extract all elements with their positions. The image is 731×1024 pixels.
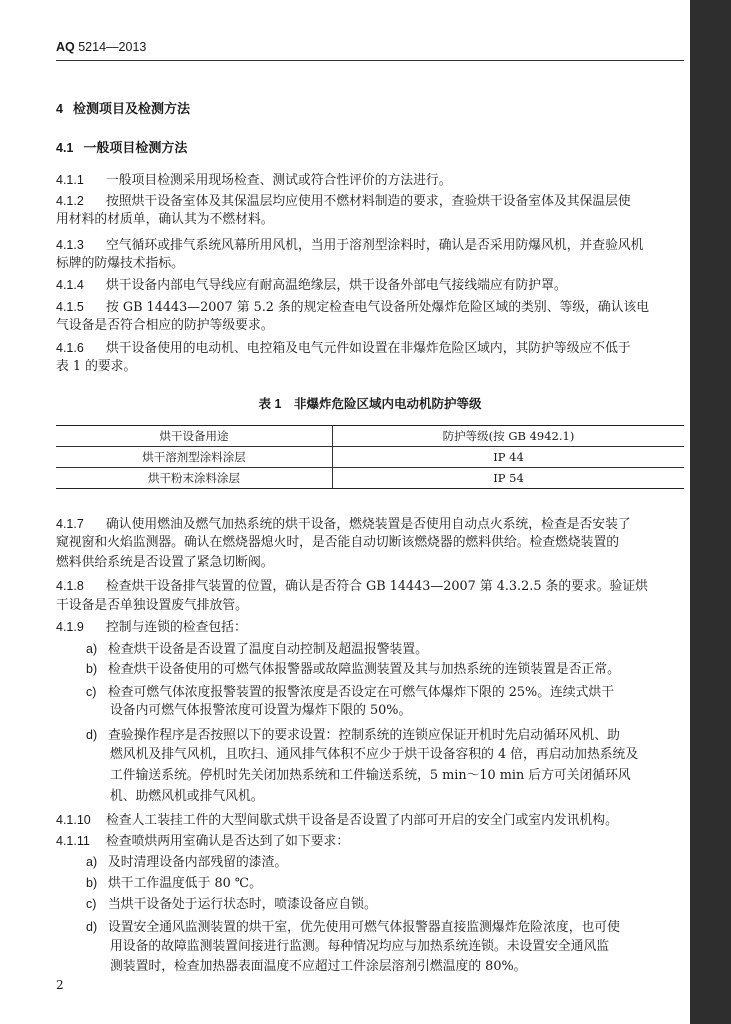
table-header-cell: 防护等级(按 GB 4942.1) [333, 426, 684, 447]
clause-4-1-11-d-cont: 测装置时，检查加热器表面温度不应超过工件涂层溶剂引燃温度的 80%。 [110, 959, 527, 974]
clause-4-1-11-c: c) 当烘干设备处于运行状态时，喷漆设备应自锁。 [86, 897, 377, 912]
clause-4-1-5: 4.1.5 按 GB 14443—2007 第 5.2 条的规定检查电气设备所处爆炸危险区域的类别、等级，确认该电 [56, 300, 650, 315]
clause-4-1-9-d-cont: 机、助燃风机或排气风机。 [110, 789, 264, 804]
table-cell: IP 54 [333, 468, 684, 489]
clause-4-1-8-cont: 干设备是否单独设置废气排放管。 [56, 598, 248, 613]
standard-prefix: AQ [56, 40, 75, 54]
table-row [56, 468, 684, 489]
table-1 [56, 425, 684, 489]
clause-4-1-8: 4.1.8 检查烘干设备排气装置的位置，确认是否符合 GB 14443—2007 第 4.3.2.5 条的要求。验证烘 [56, 579, 648, 594]
clause-4-1-9-a: a) 检查烘干设备是否设置了温度自动控制及超温报警装置。 [86, 642, 428, 657]
clause-4-1-2-cont: 用材料的材质单，确认其为不燃材料。 [56, 212, 274, 227]
clause-4-1-11-d-cont: 用设备的故障监测装置间接进行监测。每种情况均应与加热系统连锁。未设置安全通风监 [110, 939, 610, 954]
clause-4-1-11: 4.1.11 检查喷烘两用室确认是否达到了如下要求： [56, 834, 350, 849]
table-cell: 烘干粉末涂料涂层 [56, 468, 333, 489]
page-number: 2 [56, 978, 64, 992]
clause-4-1-9-c-cont: 设备内可燃气体报警浓度可设置为爆炸下限的 50%。 [110, 703, 412, 718]
clause-4-1-9-c: c) 检查可燃气体浓度报警装置的报警浓度是否设定在可燃气体爆炸下限的 25%。连续式烘干 [86, 685, 614, 700]
clause-4-1-11-d: d) 设置安全通风监测装置的烘干室，优先使用可燃气体报警器直接监测爆炸危险浓度，也可使 [86, 920, 620, 935]
table-cell: 烘干溶剂型涂料涂层 [56, 447, 333, 468]
clause-4-1-3-cont: 标牌的防爆技术指标。 [56, 256, 184, 271]
clause-4-1-4: 4.1.4 烘干设备内部电气导线应有耐高温绝缘层，烘干设备外部电气接线端应有防护罩。 [56, 278, 567, 293]
table-row [56, 447, 684, 468]
table-1-caption: 表 1 非爆炸危险区域内电动机防护等级 [258, 397, 482, 411]
table-header-row [56, 426, 684, 447]
section-4-heading: 4 检测项目及检测方法 [56, 101, 190, 116]
clause-4-1-9-b: b) 检查烘干设备使用的可燃气体报警器或故障监测装置及其与加热系统的连锁装置是否正常。 [86, 662, 620, 677]
clause-4-1-7-cont: 燃料供给系统是否设置了紧急切断阀。 [56, 555, 274, 570]
clause-4-1-11-b: b) 烘干工作温度低于 80 ℃。 [86, 876, 262, 891]
clause-4-1-5-cont: 气设备是否符合相应的防护等级要求。 [56, 318, 274, 333]
clause-4-1-10: 4.1.10 检查人工装挂工件的大型间歇式烘干设备是否设置了内部可开启的安全门或室内发讯机构。 [56, 813, 618, 828]
page-header [56, 40, 146, 54]
clause-4-1-7: 4.1.7 确认使用燃油及燃气加热系统的烘干设备，燃烧装置是否使用自动点火系统，检查是否安装了 [56, 517, 631, 532]
clause-4-1-2: 4.1.2 按照烘干设备室体及其保温层均应使用不燃材料制造的要求，查验烘干设备室体及其保温层使 [56, 194, 631, 209]
section-4-1-heading: 4.1 一般项目检测方法 [56, 140, 188, 155]
clause-4-1-9-d-cont: 工件输送系统。停机时先关闭加热系统和工件输送系统，5 min～10 min 后方可关闭循环风 [110, 768, 631, 783]
clause-4-1-9-d: d) 查验操作程序是否按照以下的要求设置：控制系统的连锁应保证开机时先启动循环风机、助 [86, 728, 620, 743]
clause-4-1-3: 4.1.3 空气循环或排气系统风幕所用风机，当用于溶剂型涂料时，确认是否采用防爆风机，并查验风机 [56, 238, 644, 253]
clause-4-1-6-cont: 表 1 的要求。 [56, 359, 137, 374]
table-cell: IP 44 [333, 447, 684, 468]
clause-4-1-9: 4.1.9 控制与连锁的检查包括： [56, 620, 247, 635]
clause-4-1-9-d-cont: 燃风机及排气风机，且吹扫、通风排气体积不应少于烘干设备容积的 4 倍，再启动加热系统及 [110, 747, 639, 762]
header-rule [56, 60, 684, 61]
clause-4-1-7-cont: 窥视窗和火焰监测器。确认在燃烧器熄火时，是否能自动切断该燃烧器的燃料供给。检查燃烧装置的 [56, 535, 620, 550]
clause-4-1-1: 4.1.1 一般项目检测采用现场检查、测试或符合性评价的方法进行。 [56, 173, 452, 188]
clause-4-1-11-a: a) 及时清理设备内部残留的漆渣。 [86, 855, 288, 870]
clause-4-1-6: 4.1.6 烘干设备使用的电动机、电控箱及电气元件如设置在非爆炸危险区域内，其防护等级应不低于 [56, 341, 631, 356]
standard-number: 5214—2013 [78, 40, 147, 54]
table-header-cell: 烘干设备用途 [56, 426, 333, 447]
